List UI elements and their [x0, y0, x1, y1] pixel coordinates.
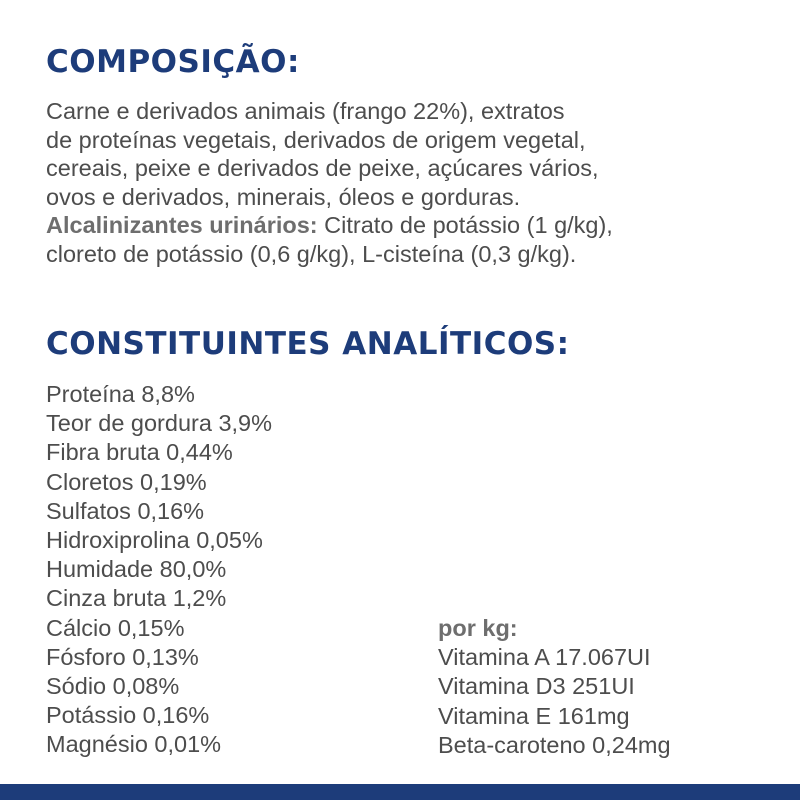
analytical-item: Cálcio 0,15% — [46, 614, 185, 641]
analytical-heading: CONSTITUINTES ANALÍTICOS: — [46, 326, 570, 362]
vitamins-list — [438, 643, 671, 760]
composition-line: Carne e derivados animais (frango 22%), extratos — [46, 98, 565, 124]
vitamins-block — [438, 614, 671, 760]
per-kg-label: por kg: — [438, 615, 518, 641]
composition-line: cereais, peixe e derivados de peixe, açúcares vários, — [46, 155, 599, 182]
analytical-item: Fibra bruta 0,44% — [46, 439, 233, 466]
vitamin-item: Beta-caroteno 0,24mg — [438, 731, 671, 758]
analytical-item: Fósforo 0,13% — [46, 643, 199, 670]
vitamin-item: Vitamina A 17.067UI — [438, 644, 651, 671]
alkalinizers-text: Citrato de potássio (1 g/kg), — [317, 212, 613, 239]
analytical-item: Humidade 80,0% — [46, 556, 227, 583]
analytical-item: Sódio 0,08% — [46, 673, 180, 700]
alkalinizers-line — [46, 211, 766, 240]
analytical-item: Potássio 0,16% — [46, 702, 210, 729]
bottom-brand-bar — [0, 784, 800, 800]
analytical-item: Magnésio 0,01% — [46, 731, 222, 758]
analytical-item: Cloretos 0,19% — [46, 468, 207, 495]
composition-text — [46, 97, 766, 269]
alkalinizers-line-2: cloreto de potássio (0,6 g/kg), L-cisteína (0,3 g/kg). — [46, 240, 577, 267]
vitamin-item: Vitamina E 161mg — [438, 702, 630, 729]
composition-line: de proteínas vegetais, derivados de origem vegetal, — [46, 126, 586, 153]
analytical-item: Cinza bruta 1,2% — [46, 585, 227, 612]
alkalinizers-label: Alcalinizantes urinários: — [46, 212, 318, 239]
analytical-list — [46, 380, 272, 760]
analytical-item: Proteína 8,8% — [46, 381, 195, 407]
analytical-item: Teor de gordura 3,9% — [46, 410, 273, 437]
vitamin-item: Vitamina D3 251UI — [438, 673, 635, 700]
composition-heading: COMPOSIÇÃO: — [46, 44, 300, 80]
analytical-item: Sulfatos 0,16% — [46, 497, 205, 524]
analytical-item: Hidroxiprolina 0,05% — [46, 527, 263, 554]
composition-line: ovos e derivados, minerais, óleos e gorduras. — [46, 183, 521, 210]
